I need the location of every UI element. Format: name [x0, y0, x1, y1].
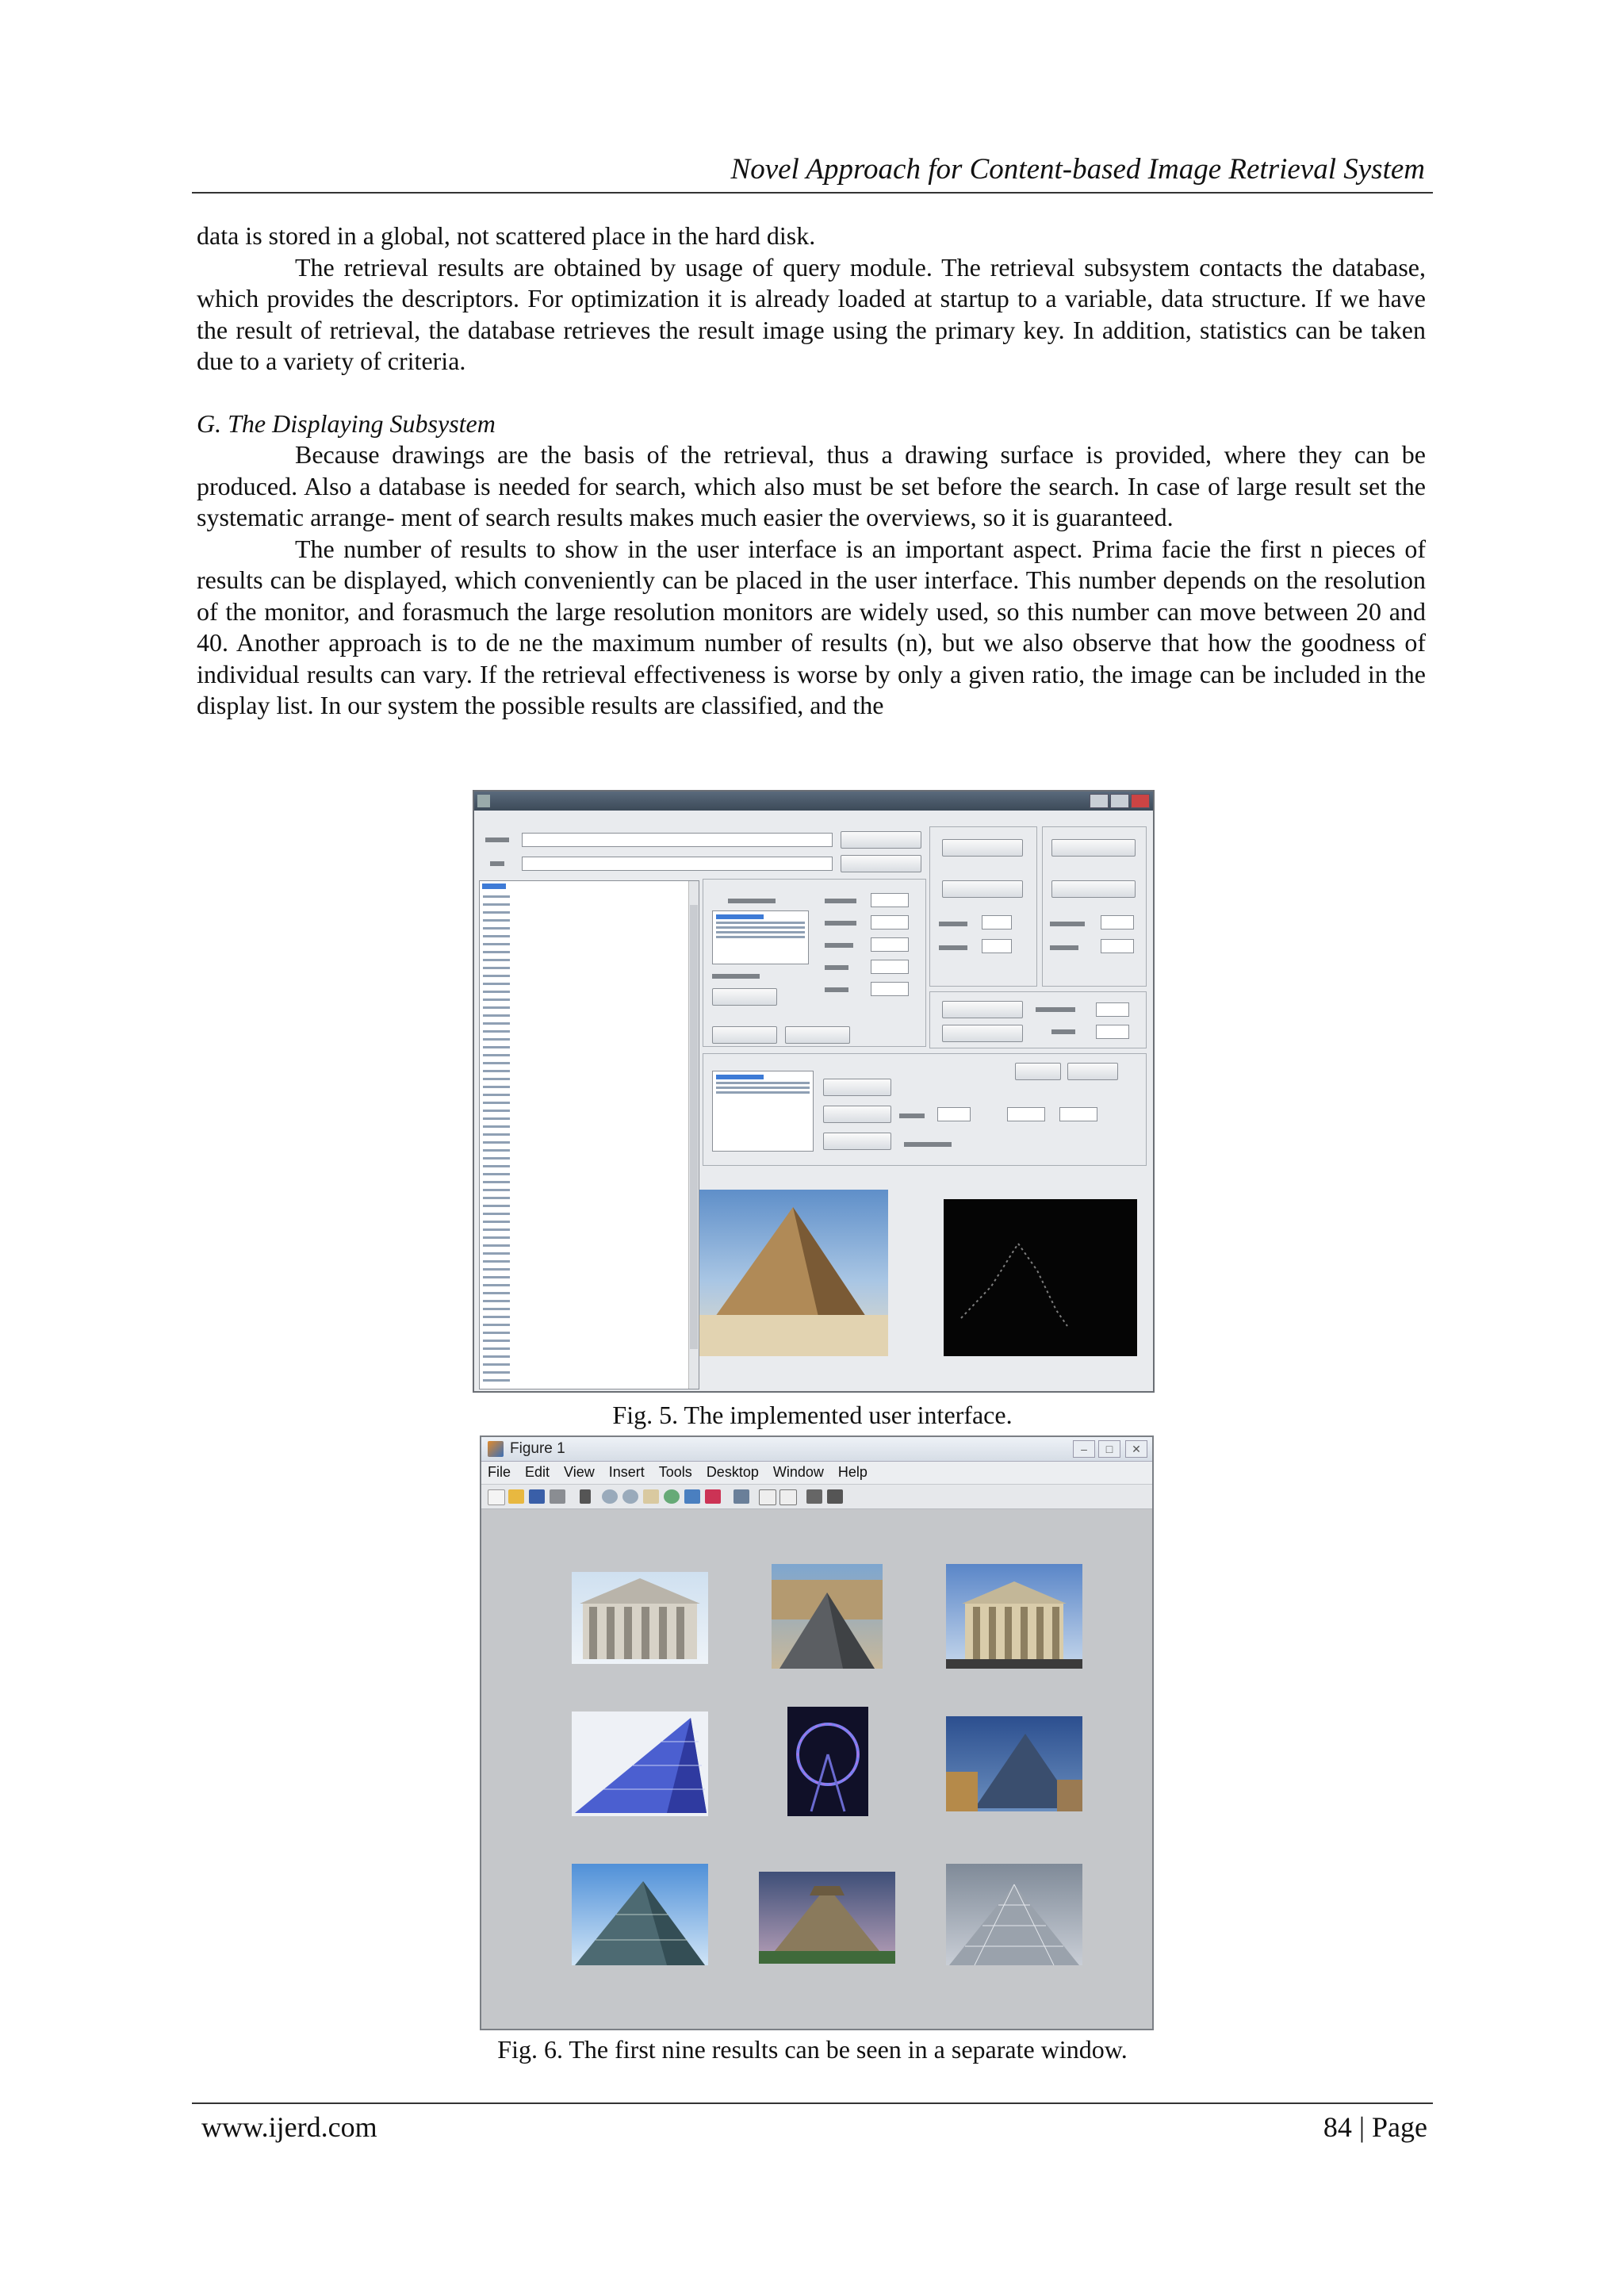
new-file-icon[interactable] — [488, 1489, 505, 1505]
paragraph-3: Because drawings are the basis of the retrieval, thus a drawing surface is provided, where they can be produced. Also a database is needed for search, which also must be set before the search. In case of large result set the systematic arrange- ment of search results makes much easier the overviews, so it is guaranteed. — [197, 440, 1426, 531]
result-thumb-6 — [946, 1716, 1082, 1811]
fig6-figure-window — [480, 1435, 1154, 2030]
footer-rule — [192, 2102, 1433, 2104]
section-heading: G. The Displaying Subsystem — [197, 408, 496, 438]
result-thumb-4 — [572, 1711, 708, 1816]
running-header: Novel Approach for Content-based Image Retrieval System — [730, 153, 1425, 186]
save-icon[interactable] — [529, 1489, 545, 1504]
link-icon[interactable] — [733, 1489, 749, 1504]
footer-page-number: 84 | Page — [1323, 2111, 1427, 2143]
pan-icon[interactable] — [643, 1489, 659, 1504]
data-cursor-icon[interactable] — [684, 1489, 700, 1504]
result-thumb-9 — [946, 1864, 1082, 1965]
footer-website: www.ijerd.com — [201, 2111, 377, 2143]
menu-help[interactable]: Help — [837, 1464, 868, 1480]
colorbar-icon[interactable] — [759, 1489, 776, 1505]
pointer-icon[interactable] — [580, 1489, 591, 1504]
fig6-menubar — [481, 1462, 1152, 1485]
fig5-app-window — [473, 790, 1155, 1393]
fig5-query-image — [699, 1190, 888, 1356]
close-icon[interactable]: ✕ — [1125, 1440, 1147, 1458]
paragraph-4: The number of results to show in the user interface is an important aspect. Prima facie the first n pieces of results can be displayed, which conveniently can be placed in the user interface. This number depends on the resolution of the monitor, and forasmuch the large resolution monitors are widely used, so this number can move between 20 and 40. Another approach is to de ne the maximum number of results (n), but we also observe that how the goodness of individual results can vary. If the retrieval effectiveness is worse by only a given ratio, the image can be included in the display list. In our system the possible results are classified, and the — [197, 534, 1426, 719]
maximize-icon[interactable]: □ — [1098, 1440, 1120, 1458]
minimize-icon[interactable]: – — [1073, 1440, 1095, 1458]
zoom-out-icon[interactable] — [622, 1489, 638, 1504]
paragraph-2: The retrieval results are obtained by usage of query module. The retrieval subsystem contacts the database, which provides the descriptors. For optimization it is already loaded at startup to a variable, data structure. If we have the result of retrieval, the database retrieves the result image using the primary key. In addition, statistics can be taken due to a variety of criteria. — [197, 252, 1426, 375]
hide-tools-icon[interactable] — [806, 1489, 822, 1504]
menu-file[interactable]: File — [488, 1464, 511, 1480]
menu-window[interactable]: Window — [772, 1464, 824, 1480]
result-thumb-2 — [772, 1564, 883, 1669]
menu-tools[interactable]: Tools — [658, 1464, 692, 1480]
menu-view[interactable]: View — [564, 1464, 595, 1480]
result-thumb-5 — [787, 1707, 868, 1816]
fig5-caption: Fig. 5. The implemented user interface. — [612, 1401, 1013, 1429]
fig5-titlebar — [474, 792, 1153, 811]
fig5-file-list — [479, 880, 699, 1389]
fig6-caption: Fig. 6. The first nine results can be seen in a separate window. — [497, 2035, 1128, 2064]
result-thumb-8 — [759, 1872, 895, 1964]
fig6-toolbar — [481, 1485, 1152, 1509]
menu-desktop[interactable]: Desktop — [706, 1464, 759, 1480]
body-text-top — [197, 220, 1426, 722]
result-thumb-7 — [572, 1864, 708, 1965]
result-thumb-3 — [946, 1564, 1082, 1669]
result-thumb-1 — [572, 1572, 708, 1664]
fig6-titlebar — [481, 1437, 1152, 1462]
print-icon[interactable] — [550, 1489, 565, 1504]
open-folder-icon[interactable] — [508, 1489, 524, 1504]
show-tools-icon[interactable] — [827, 1489, 843, 1504]
fig6-window-title: Figure 1 — [510, 1440, 565, 1457]
legend-icon[interactable] — [779, 1489, 797, 1505]
zoom-in-icon[interactable] — [602, 1489, 618, 1504]
paragraph-1: data is stored in a global, not scattered place in the hard disk. — [197, 221, 816, 250]
matlab-icon — [488, 1441, 504, 1457]
fig5-edge-image — [944, 1199, 1137, 1356]
menu-edit[interactable]: Edit — [525, 1464, 550, 1480]
brush-icon[interactable] — [705, 1489, 721, 1504]
menu-insert[interactable]: Insert — [608, 1464, 645, 1480]
header-rule — [192, 192, 1433, 194]
rotate-icon[interactable] — [664, 1489, 680, 1504]
